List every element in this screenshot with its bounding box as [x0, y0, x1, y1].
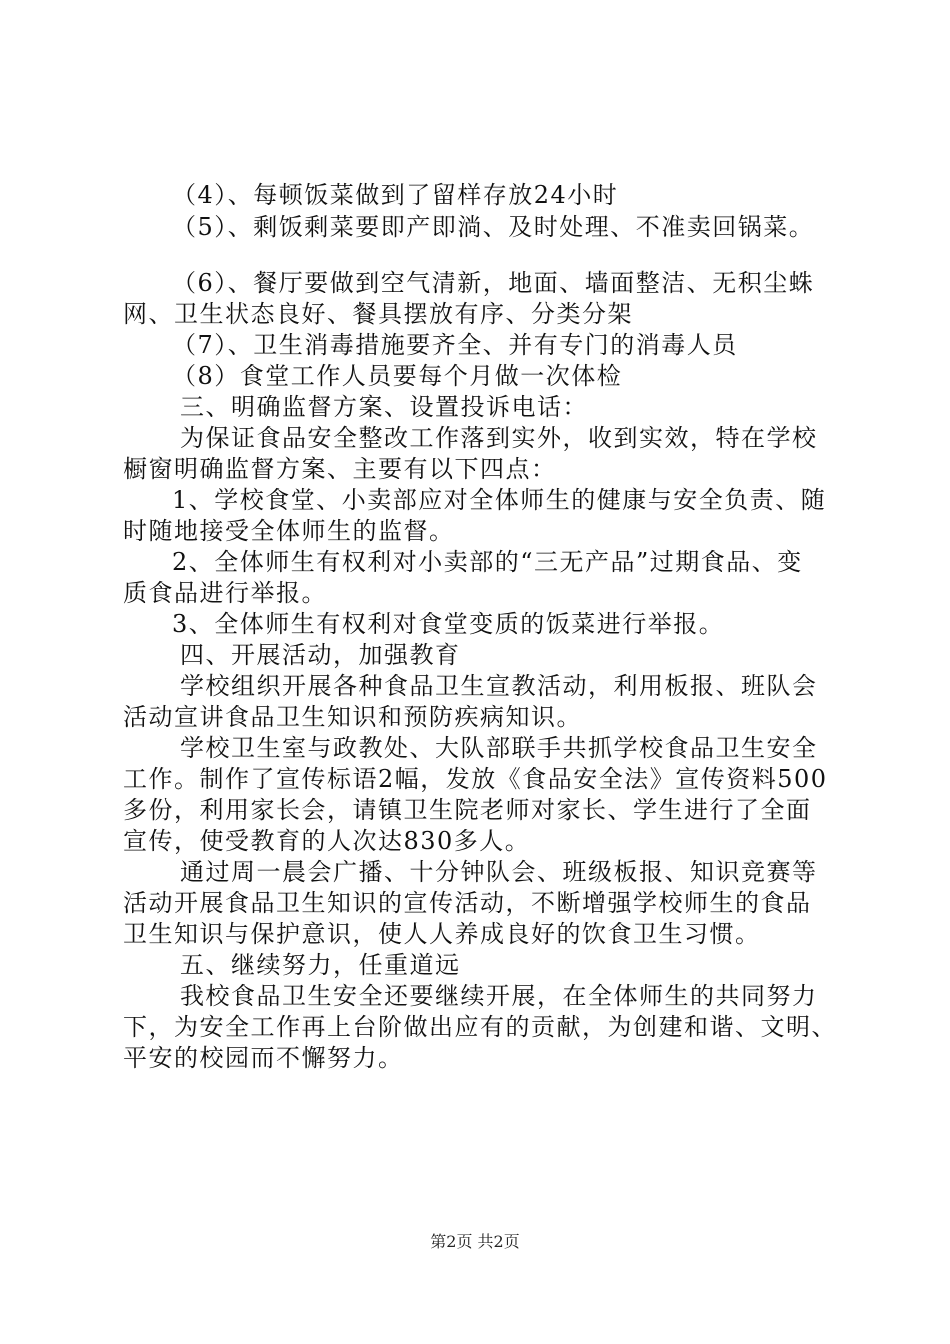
paragraph-line: 宣传，使受教育的人次达830多人。	[123, 827, 531, 855]
list-item-6: （6）、餐厅要做到空气清新，地面、墙面整洁、无积尘蛛	[172, 269, 815, 297]
section-heading-4: 四、开展活动，加强教育	[180, 641, 461, 669]
paragraph-line: 学校组织开展各种食品卫生宣教活动，利用板报、班队会	[180, 672, 818, 700]
paragraph-line: 下，为安全工作再上台阶做出应有的贡献，为创建和谐、文明、	[123, 1013, 837, 1041]
list-item-6-cont: 网、卫生状态良好、餐具摆放有序、分类分架	[123, 300, 633, 328]
section-heading-3: 三、明确监督方案、设置投诉电话：	[180, 393, 588, 421]
paragraph-line: 学校卫生室与政教处、大队部联手共抓学校食品卫生安全	[180, 734, 818, 762]
point-3: 3、全体师生有权利对食堂变质的饭菜进行举报。	[172, 610, 725, 638]
paragraph-line: 活动宣讲食品卫生知识和预防疾病知识。	[123, 703, 582, 731]
page-number-footer: 第2页 共2页	[430, 1232, 520, 1251]
paragraph-line: 平安的校园而不懈努力。	[123, 1044, 404, 1072]
list-item-5: （5）、剩饭剩菜要即产即淌、及时处理、不准卖回锅菜。	[172, 213, 815, 241]
paragraph-line: 通过周一晨会广播、十分钟队会、班级板报、知识竞赛等	[180, 858, 818, 886]
paragraph-line: 卫生知识与保护意识，使人人养成良好的饮食卫生习惯。	[123, 920, 761, 948]
paragraph-line: 橱窗明确监督方案、主要有以下四点：	[123, 455, 557, 483]
paragraph-line: 工作。制作了宣传标语2幅，发放《食品安全法》宣传资料500	[123, 765, 828, 793]
point-1: 1、学校食堂、小卖部应对全体师生的健康与安全负责、随	[172, 486, 827, 514]
point-2-cont: 质食品进行举报。	[123, 579, 327, 607]
point-1-cont: 时随地接受全体师生的监督。	[123, 517, 455, 545]
section-heading-5: 五、继续努力，任重道远	[180, 951, 461, 979]
paragraph-line: 活动开展食品卫生知识的宣传活动，不断增强学校师生的食品	[123, 889, 812, 917]
list-item-7: （7）、卫生消毒措施要齐全、并有专门的消毒人员	[172, 331, 738, 359]
list-item-8: （8）食堂工作人员要每个月做一次体检	[172, 362, 623, 390]
point-2: 2、全体师生有权利对小卖部的“三无产品”过期食品、变	[172, 548, 803, 576]
list-item-4: （4）、每顿饭菜做到了留样存放24小时	[172, 181, 619, 209]
paragraph-line: 为保证食品安全整改工作落到实外，收到实效，特在学校	[180, 424, 818, 452]
paragraph-line: 我校食品卫生安全还要继续开展，在全体师生的共同努力	[180, 982, 818, 1010]
paragraph-line: 多份，利用家长会，请镇卫生院老师对家长、学生进行了全面	[123, 796, 812, 824]
